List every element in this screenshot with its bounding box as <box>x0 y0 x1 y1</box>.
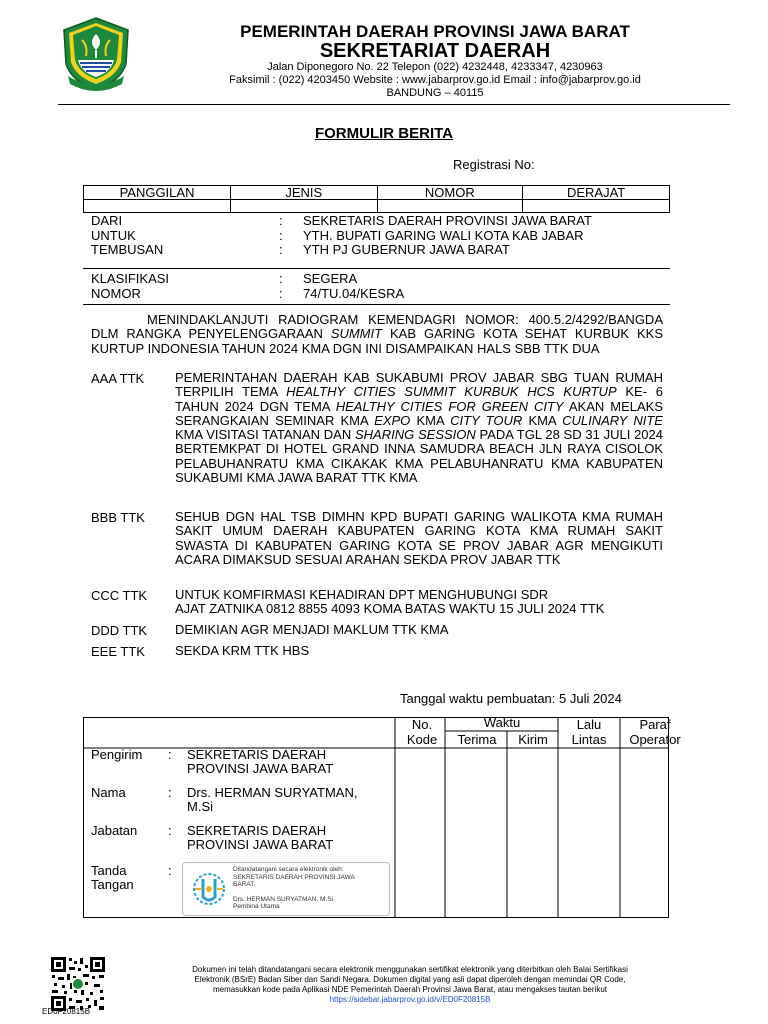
letterhead-government-name: PEMERINTAH DAERAH PROVINSI JAWA BARAT <box>240 22 630 41</box>
letterhead-address: Jalan Diponegoro No. 22 Telepon (022) 4232448, 4233347, 4230963 <box>267 61 603 73</box>
point-ddd-text: DEMIKIAN AGR MENJADI MAKLUM TTK KMA <box>175 622 449 637</box>
point-ddd-label: DDD TTK <box>91 623 148 638</box>
footer-line-1: Dokumen ini telah ditandatangani secara elektronik menggunakan sertifikat elektronik yang diterbitkan oleh Balai Sertifikasi <box>192 965 628 974</box>
jabatan-value-1: SEKRETARIS DAERAH <box>187 823 327 838</box>
aaa-text-7: PADA TGL 28 SD 31 JULI 2024 BERTEMKPAT DI HOTEL GRAND INNA SAMUDRA BEACH JLN RAYA CISOLOK PELABUHANRATU KMA CIKAKAK KMA PELABUHANRATU KMA KABUPATEN SUKABUMI KMA JAWA BARAT TTK KMA <box>175 427 663 486</box>
letterhead-office-name: SEKRETARIAT DAERAH <box>319 40 551 62</box>
klasifikasi-label: KLASIFIKASI <box>91 271 170 286</box>
stamp-line-3: BARAT, <box>233 881 256 889</box>
point-bbb-text: SEHUB DGN HAL TSB DIMHN KPD BUPATI GARING WALIKOTA KMA RUMAH SAKIT UMUM DAERAH KABUPATEN GARING KOTA KMA RUMAH SAKIT SWASTA DI KABUPATEN GARING KOTA SE PROV JABAR AGR MENGIKUTI ACARA DIMAKSUD SESUAI ARAHAN SEKDA PROV JABAR TTK <box>175 509 663 567</box>
aaa-italic-3: EXPO <box>374 412 411 428</box>
pengirim-value-1: SEKRETARIS DAERAH <box>187 747 327 762</box>
aaa-text-4: KMA <box>416 412 444 428</box>
jabatan-label: Jabatan <box>91 823 138 838</box>
untuk-label: UNTUK <box>91 228 136 243</box>
pengirim-value-2: PROVINSI JAWA BARAT <box>187 761 334 776</box>
lintas-label: Lintas <box>571 732 607 747</box>
verification-link[interactable]: https://sidebar.jabarprov.go.id/v/ED0F20815B <box>329 995 491 1004</box>
tanda-label: Tanda <box>91 863 127 878</box>
provincial-emblem-logo <box>58 16 134 92</box>
point-ccc-text-2: AJAT ZATNIKA 0812 8855 4093 KOMA BATAS WAKTU 15 JULI 2024 TTK <box>175 601 605 616</box>
message-header-table <box>83 185 670 213</box>
nama-label: Nama <box>91 785 126 800</box>
stamp-text-block <box>233 866 355 911</box>
nama-value-1: Drs. HERMAN SURYATMAN, <box>187 785 358 800</box>
klasifikasi-value: SEGERA <box>303 271 358 286</box>
address-divider <box>83 268 670 269</box>
qr-code-icon <box>50 956 106 1012</box>
stamp-line-1: Ditandatangani secara elektronik oleh: <box>233 866 344 873</box>
point-eee-label: EEE TTK <box>91 644 145 659</box>
classification-divider <box>83 304 670 305</box>
form-title: FORMULIR BERITA <box>314 125 454 142</box>
intro-summit-italic: SUMMIT <box>330 326 383 342</box>
dari-value: SEKRETARIS DAERAH PROVINSI JAWA BARAT <box>303 213 592 228</box>
klasifikasi-colon: : <box>279 271 283 286</box>
aaa-italic-5: CULINARY NITE <box>562 412 663 428</box>
nomor-label: NOMOR <box>91 286 141 301</box>
column-header-panggilan: PANGGILAN <box>84 186 231 200</box>
nama-colon: : <box>168 785 172 800</box>
letterhead-city: BANDUNG – 40115 <box>386 87 484 99</box>
paraf-label: Paraf <box>639 717 671 732</box>
creation-date: Tanggal waktu pembuatan: 5 Juli 2024 <box>400 691 622 706</box>
jabatan-colon: : <box>168 823 172 838</box>
aaa-italic-2: HEALTHY CITIES FOR GREEN CITY <box>335 398 564 414</box>
table-cell-panggilan <box>84 200 231 213</box>
aaa-text-2: KE- 6 TAHUN 2024 DGN TEMA <box>175 384 663 414</box>
waktu-label: Waktu <box>483 715 521 730</box>
column-header-jenis: JENIS <box>231 186 377 200</box>
registration-number-label: Registrasi No: <box>453 157 535 172</box>
dari-label: DARI <box>91 213 123 228</box>
pengirim-label: Pengirim <box>91 747 143 762</box>
no-label: No. <box>411 717 433 732</box>
aaa-italic-6: SHARING SESSION <box>354 427 476 443</box>
lalu-label: Lalu <box>576 717 602 732</box>
tangan-label: Tangan <box>91 877 134 892</box>
point-aaa-text <box>175 371 663 485</box>
intro-text-1: MENINDAKLANJUTI RADIOGRAM KEMENDAGRI NOMOR: 400.5.2/4292/BANGDA DLM RANGKA PENYELENGGARAAN <box>91 312 663 342</box>
intro-paragraph <box>91 313 663 356</box>
point-eee-text: SEKDA KRM TTK HBS <box>175 643 310 658</box>
table-cell-jenis <box>231 200 377 213</box>
point-bbb-label: BBB TTK <box>91 510 145 525</box>
aaa-text-1: PEMERINTAHAN DAERAH KAB SUKABUMI PROV JABAR SBG TUAN RUMAH TERPILIH TEMA <box>175 370 663 400</box>
dari-colon: : <box>279 213 283 228</box>
kirim-label: Kirim <box>518 732 548 747</box>
nomor-value: 74/TU.04/KESRA <box>303 286 405 301</box>
jabatan-value-2: PROVINSI JAWA BARAT <box>187 837 334 852</box>
qr-document-code: ED0F20815B <box>42 1007 91 1016</box>
footer-line-2: Elektronik (BSrE) Badan Siber dan Sandi Negara. Dokumen digital yang asli dapat diperoleh dengan memindai QR Code, <box>194 975 626 984</box>
bsre-seal-icon <box>189 867 229 911</box>
point-ccc-label: CCC TTK <box>91 588 148 603</box>
nomor-colon: : <box>279 286 283 301</box>
column-header-nomor: NOMOR <box>377 186 523 200</box>
column-header-derajat: DERAJAT <box>523 186 670 200</box>
tembusan-label: TEMBUSAN <box>91 242 164 257</box>
tanda-tangan-colon: : <box>168 863 172 878</box>
aaa-text-3: AKAN MELAKS SERANGKAIAN SEMINAR KMA <box>175 398 663 428</box>
untuk-value: YTH. BUPATI GARING WALI KOTA KAB JABAR <box>303 228 584 243</box>
footer-line-3: memasukkan kode pada Aplikasi NDE Pemerintah Daerah Provinsi Jawa Barat, atau mengakses tautan berikut <box>213 985 607 994</box>
aaa-italic-1: HEALTHY CITIES SUMMIT KURBUK HCS KURTUP <box>286 384 617 400</box>
kode-label: Kode <box>406 732 438 747</box>
stamp-line-5: Pembina Utama <box>233 903 280 911</box>
intro-text-2: KAB GARING KOTA SEHAT KURBUK KKS KURTUP INDONESIA TAHUN 2024 KMA DGN INI DISAMPAIKAN HALS SBB TTK DUA <box>91 326 663 356</box>
table-cell-derajat <box>523 200 670 213</box>
terima-label: Terima <box>457 732 497 747</box>
aaa-italic-4: CITY TOUR <box>450 412 523 428</box>
tembusan-value: YTH PJ GUBERNUR JAWA BARAT <box>303 242 510 257</box>
aaa-text-6: KMA VISITASI TATANAN DAN <box>175 427 352 443</box>
nama-value-2: M.Si <box>187 799 213 814</box>
table-cell-nomor <box>377 200 523 213</box>
letterhead-contact: Faksimil : (022) 4203450 Website : www.jabarprov.go.id Email : info@jabarprov.go.id <box>229 74 641 86</box>
pengirim-colon: : <box>168 747 172 762</box>
aaa-text-5: KMA <box>528 412 556 428</box>
stamp-line-2: SEKRETARIS DAERAH PROVINSI JAWA <box>233 873 355 881</box>
tembusan-colon: : <box>279 242 283 257</box>
letterhead-divider <box>58 104 730 105</box>
operator-label: Operator <box>629 732 681 747</box>
point-aaa-label: AAA TTK <box>91 371 145 386</box>
electronic-signature-stamp <box>182 862 390 916</box>
untuk-colon: : <box>279 228 283 243</box>
point-ccc-text-1: UNTUK KOMFIRMASI KEHADIRAN DPT MENGHUBUNGI SDR <box>175 587 549 602</box>
stamp-line-4: Drs. HERMAN SURYATMAN, M.Si. <box>233 895 335 903</box>
